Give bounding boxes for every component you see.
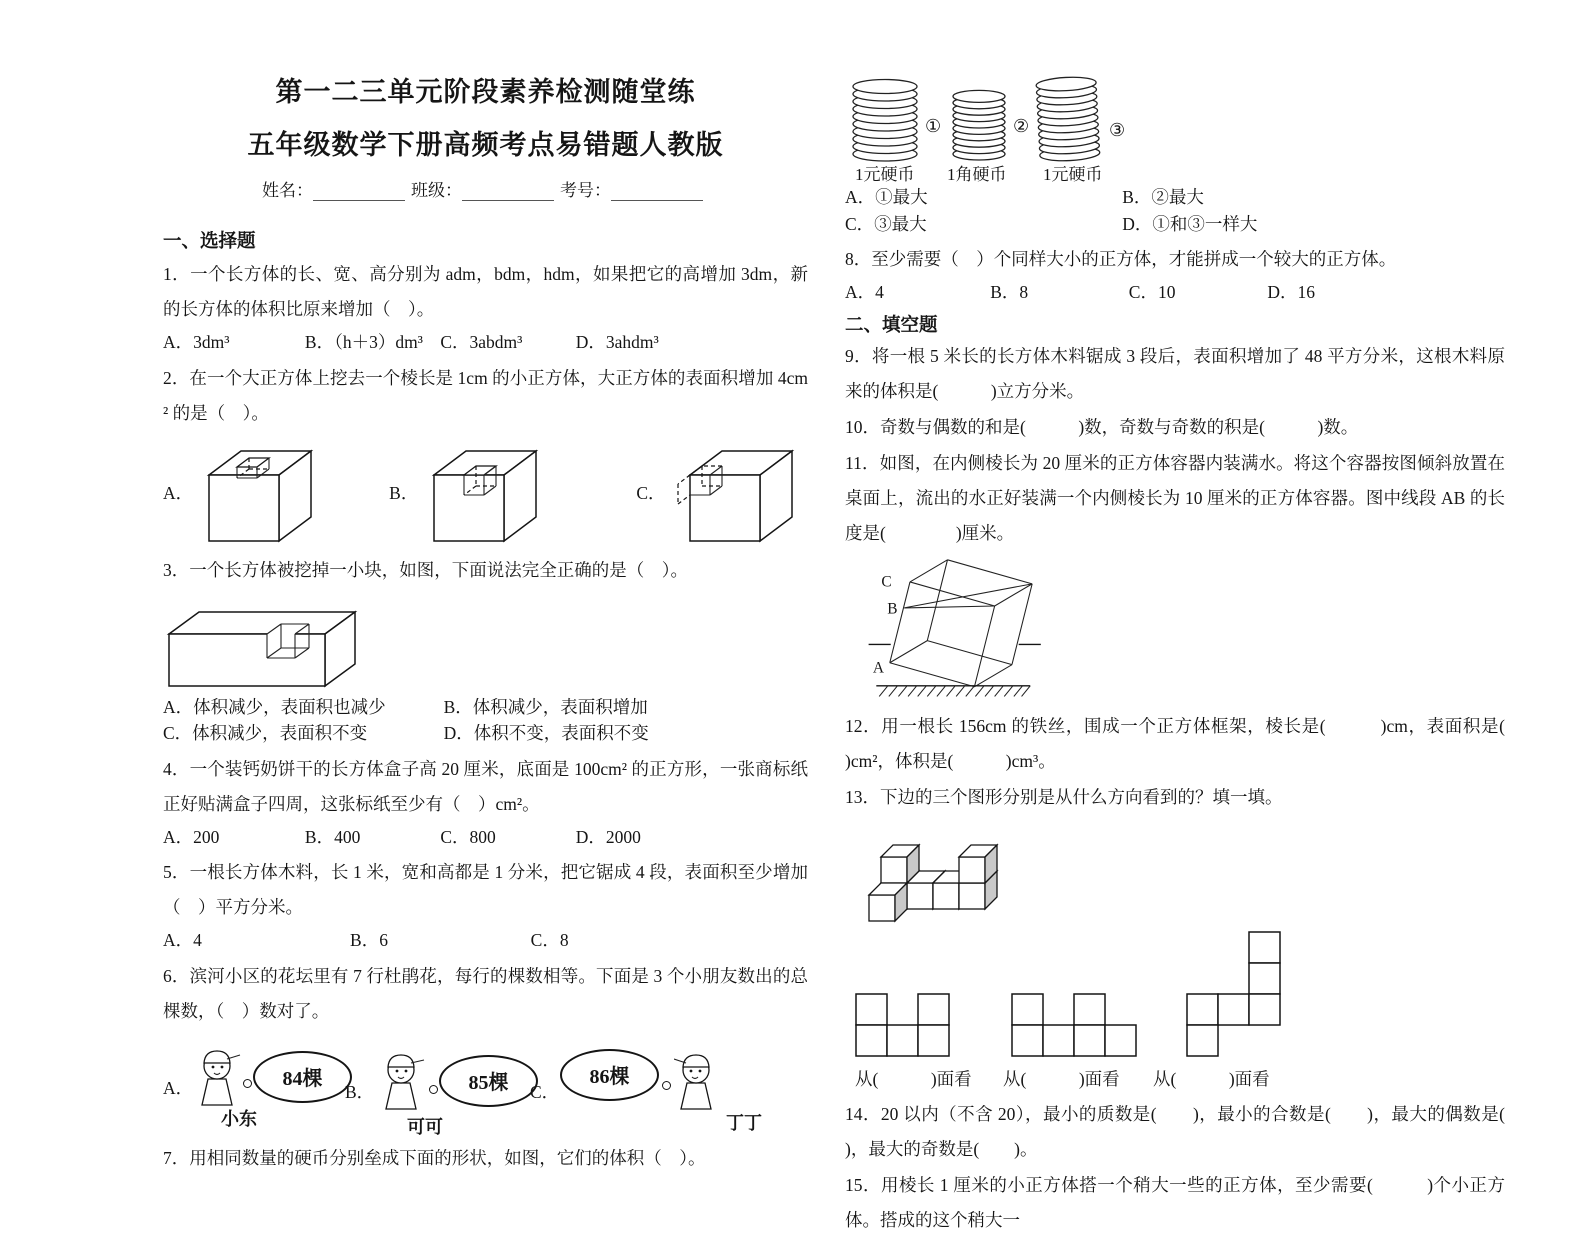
stack-2-number: ② (1013, 116, 1030, 136)
kid-group-b (345, 1039, 530, 1139)
option-a: A．体积减少，表面积也减少 (163, 696, 386, 717)
option-b: B．②最大 (1122, 187, 1204, 207)
count-c: 86棵 (589, 1066, 630, 1088)
option-c: C．800 (440, 826, 496, 847)
question-1-text: 1．一个长方体的长、宽、高分别为 adm，bdm，hdm，如果把它的高增加 3dm，新的长方体的体积比原来增加（ ）。 (163, 264, 808, 319)
option-b: B．8 (990, 282, 1029, 302)
option-a: A．①最大 (845, 187, 928, 207)
exam-no-label: 考号： (560, 181, 611, 200)
stack-1-number: ① (925, 116, 942, 136)
boy-cartoon (195, 1045, 241, 1111)
question-10-text: 10．奇数与偶数的和是( )数，奇数与奇数的积是( )数。 (845, 416, 1359, 437)
exam-no-blank (611, 181, 703, 201)
question-12-text: 12．用一根长 156cm 的铁丝，围成一个正方体框架，棱长是( )cm，表面积是( )cm²，体积是( )cm³。 (845, 715, 1558, 771)
count-a: 84棵 (282, 1068, 323, 1090)
view-1-label: 从( )面看 (855, 1068, 972, 1089)
left-column (163, 0, 808, 1177)
exam-subtitle: 五年级数学下册高频考点易错题人教版 (247, 130, 724, 160)
speech-bubble (253, 1051, 352, 1103)
question-3-options-row-2 (163, 725, 808, 743)
option-d: D．16 (1267, 282, 1316, 302)
section-heading-choice: 一、选择题 (163, 232, 256, 252)
question-4-options (163, 826, 808, 847)
speech-dot (662, 1081, 671, 1090)
girl-cartoon (379, 1049, 425, 1115)
coin-stack-3 (1035, 70, 1105, 162)
figure-label-b: B． (345, 1081, 375, 1102)
class-blank (462, 181, 554, 201)
question-8-text: 8．至少需要（ ）个同样大小的正方体，才能拼成一个较大的正方体。 (845, 249, 1397, 269)
speech-dot (243, 1079, 252, 1088)
stack-1-caption: 1元硬币 (855, 165, 915, 184)
question-7-text: 7．用相同数量的硬币分别垒成下面的形状，如图，它们的体积（ ）。 (163, 1147, 706, 1168)
cube-notch-corner-figure (674, 437, 806, 549)
kid-name: 可可 (407, 1116, 443, 1137)
question-9-text: 9．将一根 5 米长的长方体木料锯成 3 段后，表面积增加了 48 平方分米，这根木料原来的体积是( )立方分米。 (845, 345, 1505, 401)
view-1-grid (855, 993, 951, 1058)
name-label: 姓名： (262, 181, 313, 200)
count-b: 85棵 (468, 1072, 509, 1094)
option-a: A．4 (845, 282, 884, 302)
kid-name: 小东 (221, 1108, 257, 1129)
question-11-text: 11．如图，在内侧棱长为 20 厘米的正方体容器内装满水。将这个容器按图倾斜放置在桌面上，流出的水正好装满一个内侧棱长为 10 厘米的正方体容器。图中线段 AB 的长度是( )厘米。 (845, 452, 1505, 543)
option-d: D．3ahdm³ (575, 332, 659, 352)
question-8-options (845, 284, 1505, 302)
figure-label-a: A． (163, 483, 194, 503)
option-c: C．8 (530, 930, 569, 950)
question-6-figure (163, 1039, 808, 1139)
figure-label-c: C． (636, 483, 666, 503)
question-7-options-row-1 (845, 189, 1505, 207)
cube-stack-isometric (859, 819, 1009, 925)
option-b: B．（h＋3）dm³ (304, 332, 423, 352)
option-c: C．体积减少，表面积不变 (163, 723, 368, 743)
question-3-text: 3．一个长方体被挖掉一小块，如图，下面说法完全正确的是（ ）。 (163, 559, 688, 580)
section-heading-blank: 二、填空题 (845, 315, 938, 336)
option-b: B．6 (350, 930, 388, 950)
question-13-views (845, 931, 1505, 1058)
speech-bubble (560, 1049, 659, 1101)
view-2-grid (1011, 993, 1138, 1058)
vertex-label-b: B (887, 600, 898, 618)
question-11-figure (845, 555, 1505, 707)
cube-notch-top-edge-figure (426, 437, 558, 549)
figure-label-b: B． (389, 483, 419, 503)
question-13-solid-figure (859, 819, 1505, 925)
kid-group-a (163, 1039, 345, 1139)
figure-label-a: A． (163, 1077, 194, 1098)
question-2-figure (163, 437, 808, 549)
option-b: B．体积减少，表面积增加 (443, 696, 648, 717)
question-5-options (163, 932, 808, 950)
question-7-options-row-2 (845, 213, 1505, 234)
student-info-line (163, 176, 808, 201)
question-15-text: 15．用棱长 1 厘米的小正方体搭一个稍大一些的正方体，至少需要( )个小正方体。搭成的这个稍大一 (845, 1174, 1505, 1230)
tilted-cube-water-figure (845, 555, 1075, 707)
option-c: C．10 (1128, 282, 1176, 302)
option-c: C．③最大 (845, 213, 927, 234)
view-3-label: 从( )面看 (1153, 1068, 1270, 1089)
class-label: 班级： (411, 181, 462, 200)
kid-name: 丁丁 (726, 1112, 762, 1133)
question-14-text: 14．20 以内（不含 20），最小的质数是( )，最小的合数是( )，最大的偶数是( )，最大的奇数是( )。 (845, 1103, 1540, 1159)
question-5-text: 5．一根长方体木料，长 1 米，宽和高都是 1 分米，把它锯成 4 段，表面积至少增加（ ）平方分米。 (163, 862, 808, 917)
question-3-options-row-1 (163, 696, 808, 717)
box-with-cut-block-figure (163, 594, 363, 692)
vertex-label-c: C (881, 573, 892, 591)
stack-3-caption: 1元硬币 (1043, 165, 1103, 184)
option-b: B．400 (304, 826, 361, 847)
question-2-text: 2．在一个大正方体上挖去一个棱长是 1cm 的小正方体，大正方体的表面积增加 4cm² 的是（ ）。 (163, 367, 808, 423)
option-d: D．2000 (575, 826, 641, 847)
question-4-text: 4．一个装钙奶饼干的长方体盒子高 20 厘米，底面是 100cm² 的正方形，一张商标纸正好贴满盒子四周，这张标纸至少有（ ）cm²。 (163, 758, 808, 814)
option-a: A．4 (163, 930, 202, 950)
cube-notch-top-center-figure (201, 437, 333, 549)
option-d: D．体积不变，表面积不变 (443, 723, 649, 743)
question-13-view-labels (845, 1066, 1505, 1091)
coin-stack-1 (851, 70, 921, 162)
option-a: A．3dm³ (163, 332, 230, 352)
exam-title: 第一二三单元阶段素养检测随堂练 (275, 77, 696, 107)
option-c: C．3abdm³ (440, 332, 523, 352)
speech-bubble (439, 1055, 538, 1107)
question-13-text: 13．下边的三个图形分别是从什么方向看到的？填一填。 (845, 786, 1283, 807)
right-column (845, 0, 1558, 1239)
vertex-label-a: A (872, 658, 884, 676)
view-2-label: 从( )面看 (1003, 1068, 1120, 1089)
question-7-figure (851, 70, 1191, 182)
view-3-grid (1186, 931, 1282, 1058)
name-blank (313, 181, 405, 201)
option-d: D．①和③一样大 (1122, 213, 1258, 234)
kid-group-c (530, 1039, 780, 1139)
coin-stack-2 (951, 84, 1009, 162)
question-1-options (163, 334, 808, 352)
stack-3-number: ③ (1109, 120, 1126, 140)
stack-2-caption: 1角硬币 (947, 165, 1007, 184)
question-3-figure (163, 594, 808, 692)
speech-dot (429, 1085, 438, 1094)
figure-label-c: C． (530, 1081, 560, 1102)
boy-waving-cartoon (674, 1049, 720, 1115)
option-a: A．200 (163, 826, 220, 847)
question-6-text: 6．滨河小区的花坛里有 7 行杜鹃花，每行的棵数相等。下面是 3 个小朋友数出的总棵数，（ ）数对了。 (163, 965, 808, 1021)
